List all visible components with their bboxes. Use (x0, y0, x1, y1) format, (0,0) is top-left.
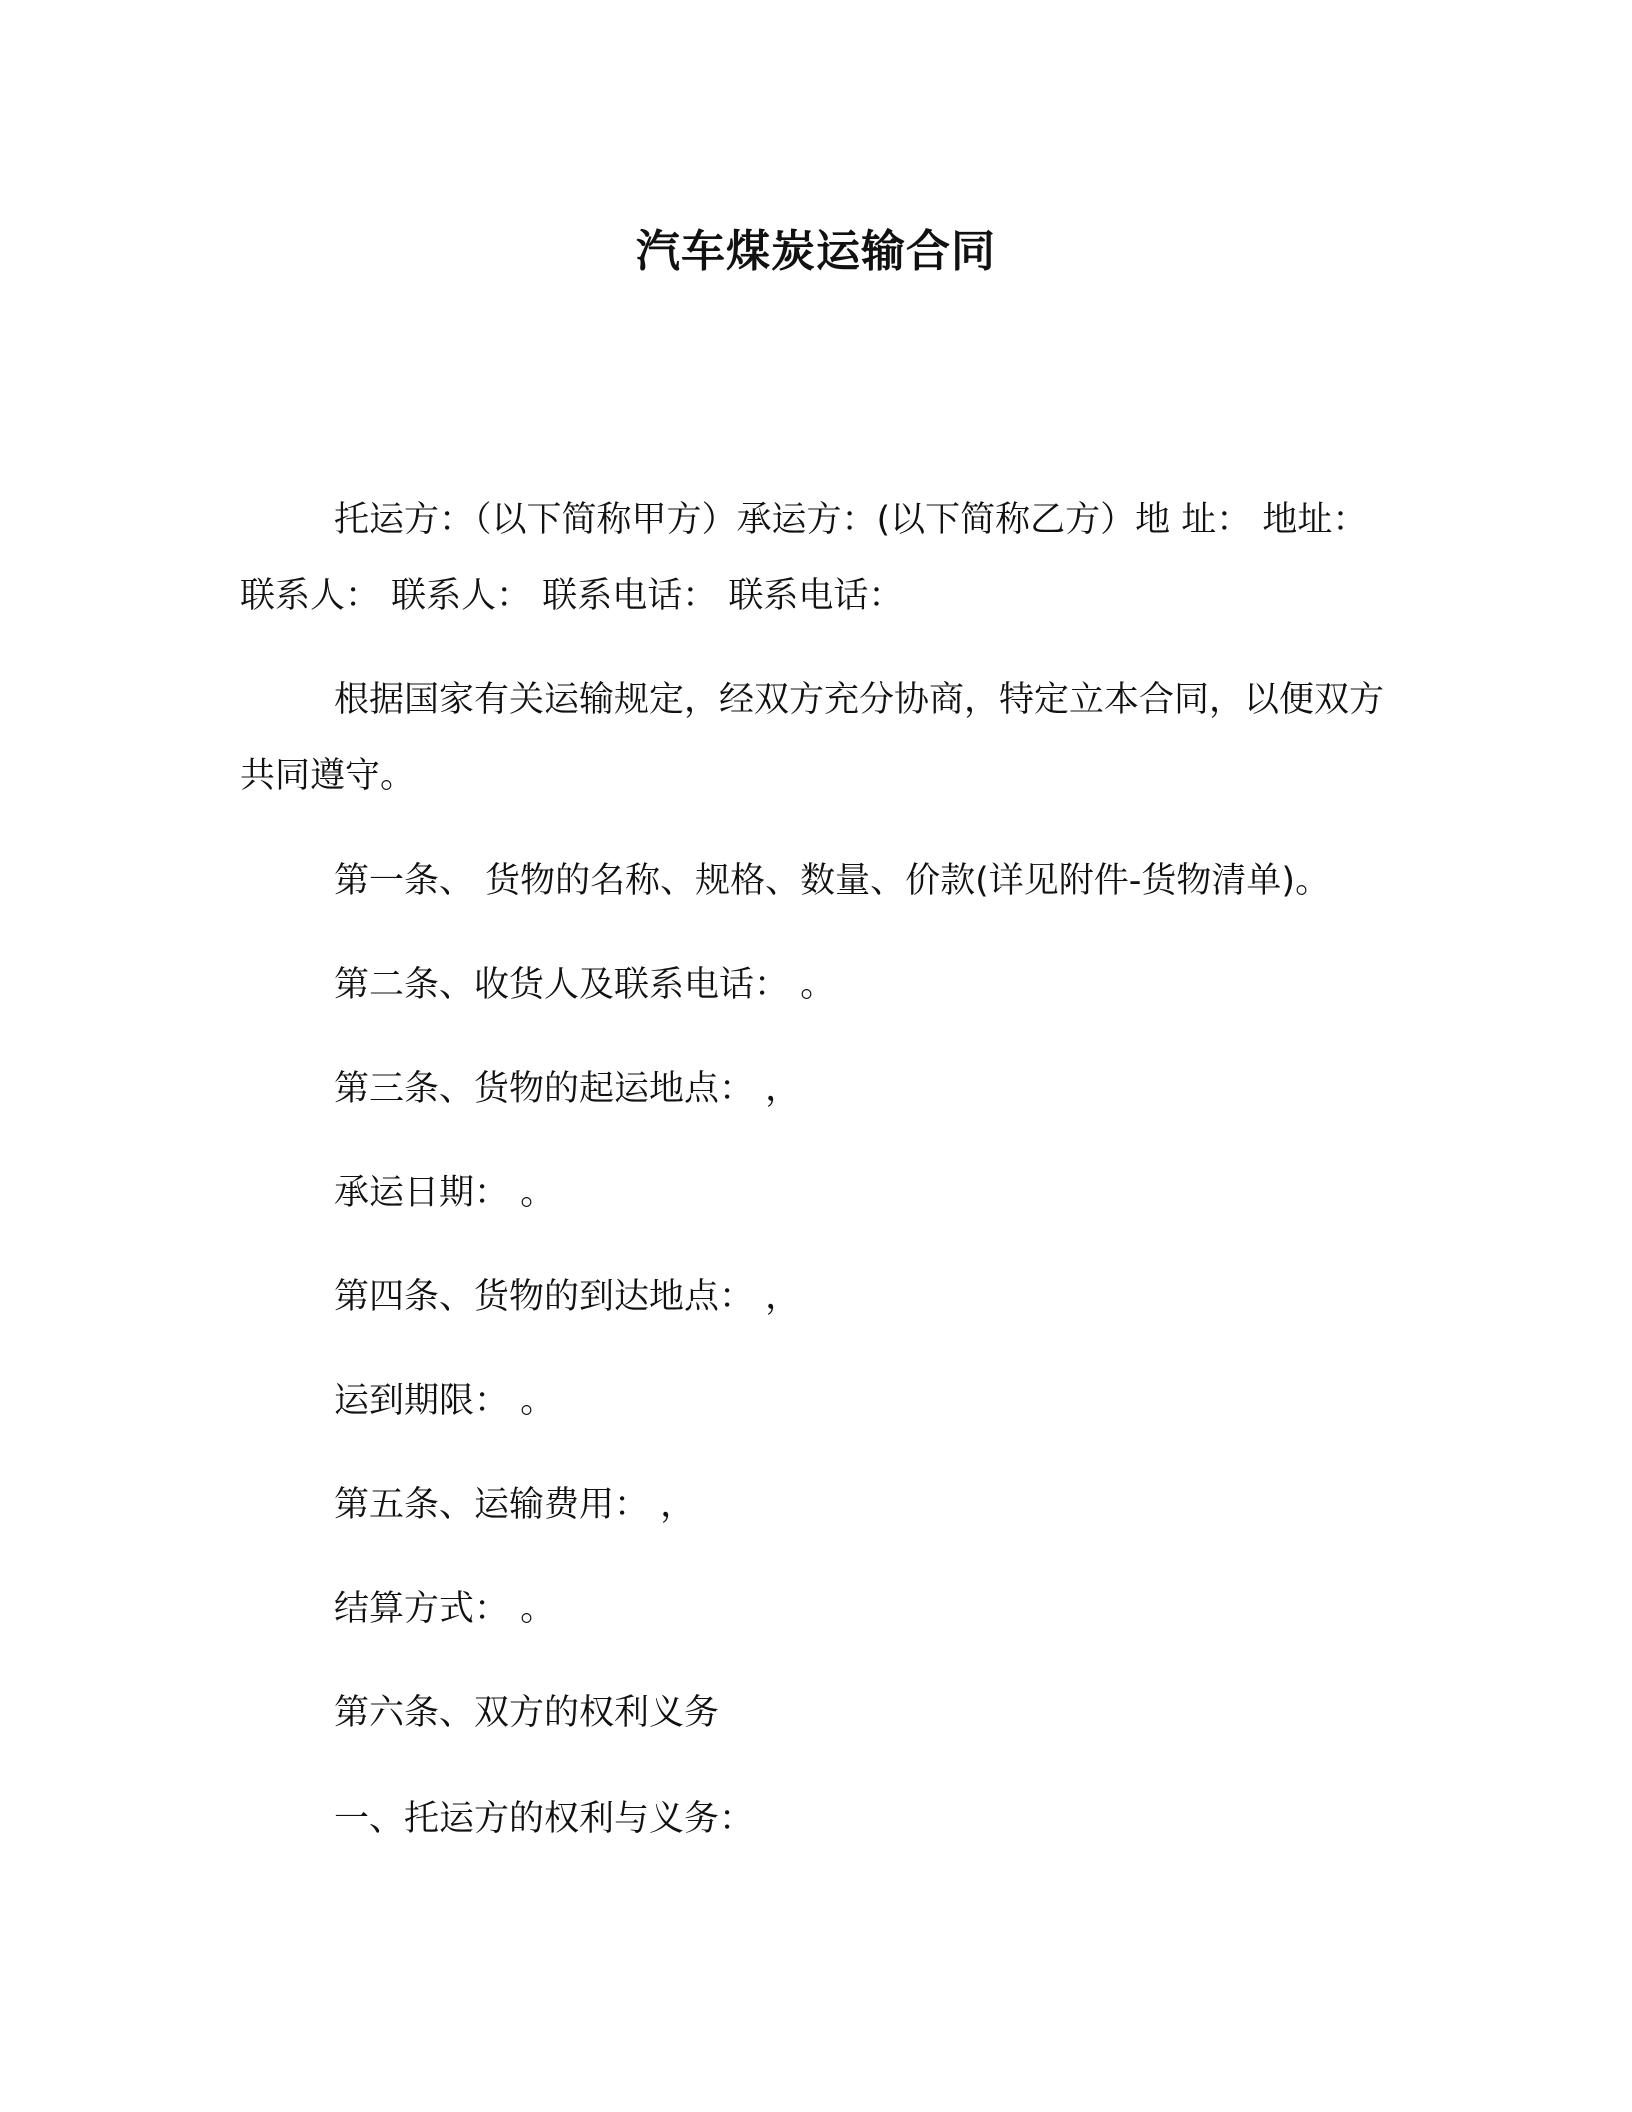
parties-paragraph: 托运方：（以下简称甲方）承运方：(以下简称乙方）地 址： 地址： 联系人： 联系人： 联系电话： 联系电话： (240, 500, 1368, 616)
clause-line: 结算方式： 。 (334, 1589, 556, 1629)
clause-line: 第四条、货物的到达地点： ， (334, 1277, 801, 1317)
clause-line: 第五条、运输费用： ， (334, 1485, 696, 1525)
document-title: 汽车煤炭运输合同 (636, 226, 996, 277)
clause-line: 第六条、双方的权利义务 (334, 1693, 720, 1733)
clause-line: 第三条、货物的起运地点： ， (334, 1069, 801, 1109)
clause-line: 第一条、 货物的名称、规格、数量、价款(详见附件-货物清单)。 (334, 861, 1331, 901)
clause-line: 第二条、收货人及联系电话： 。 (334, 965, 836, 1005)
clause-line: 一、托运方的权利与义务： (334, 1799, 755, 1839)
clause-line: 承运日期： 。 (334, 1173, 556, 1213)
preamble-paragraph: 根据国家有关运输规定，经双方充分协商，特定立本合同，以便双方共同遵守。 (240, 680, 1385, 796)
clause-line: 运到期限： 。 (334, 1381, 556, 1421)
